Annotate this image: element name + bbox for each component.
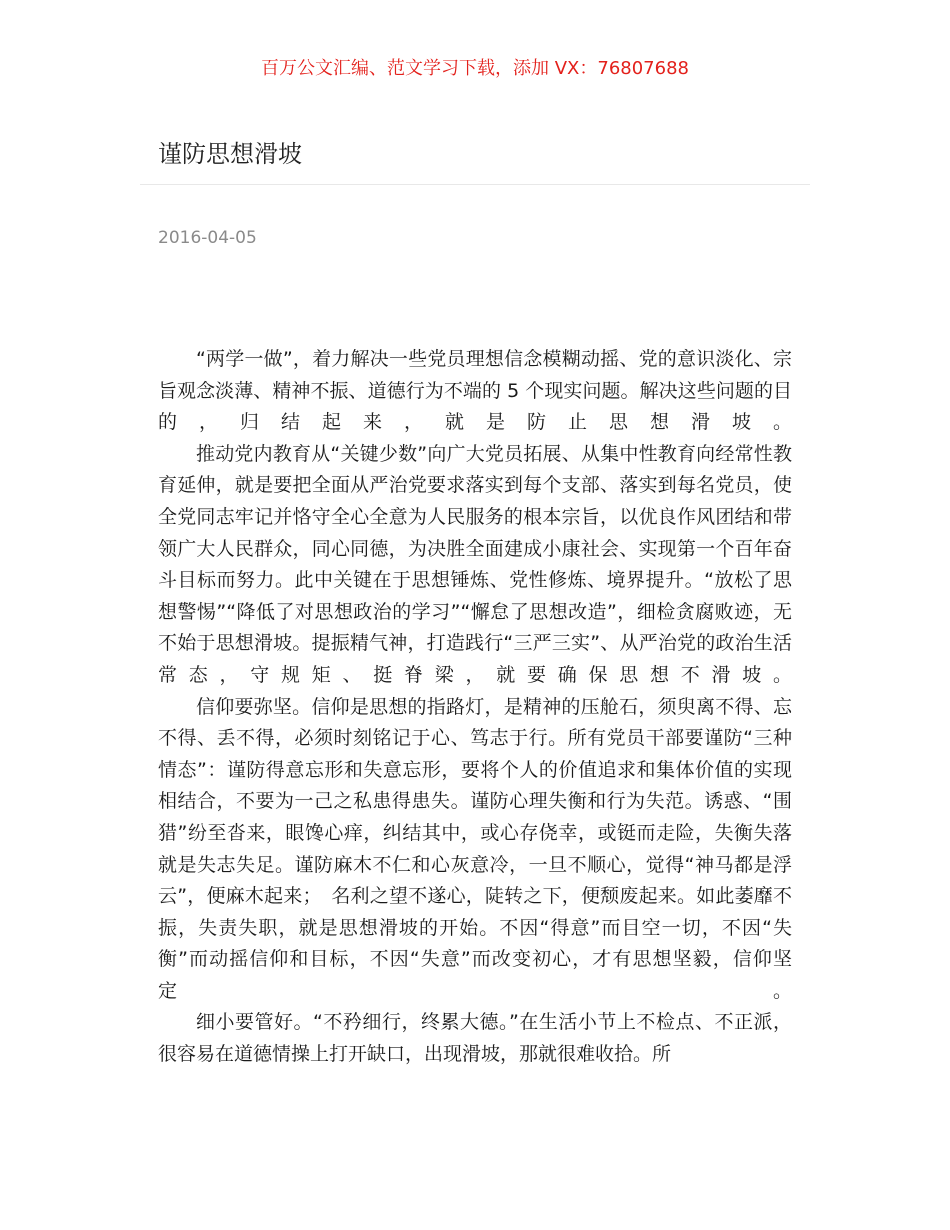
title-divider <box>140 184 810 185</box>
article-body <box>158 344 792 1071</box>
download-banner: 百万公文汇编、范文学习下载，添加 VX：76807688 <box>261 58 689 79</box>
article-title: 谨防思想滑坡 <box>158 140 302 168</box>
article-paragraph: 信仰要弥坚。信仰是思想的指路灯，是精神的压舱石，须臾离不得、忘不得、丢不得，必须时刻铭记于心、笃志于行。所有党员干部要谨防“三种情态”：谨防得意忘形和失意忘形，要将个人的价值追求和集体价值的实现相结合，不要为一己之私患得患失。谨防心理失衡和行为失范。诱惑、“围猎”纷至沓来，眼馋心痒，纠结其中，或心存侥幸，或铤而走险，失衡失落就是失志失足。谨防麻木不仁和心灰意冷，一旦不顺心，觉得“神马都是浮云”，便麻木起来； 名利之望不遂心，陡转之下，便颓废起来。如此萎靡不振，失责失职，就是思想滑坡的开始。不因“得意”而目空一切，不因“失衡”而动摇信仰和目标，不因“失意”而改变初心，才有思想坚毅，信仰坚定。 <box>158 695 792 1002</box>
article-paragraph: “两学一做”，着力解决一些党员理想信念模糊动摇、党的意识淡化、宗旨观念淡薄、精神不振、道德行为不端的 5 个现实问题。解决这些问题的目的，归结起来，就是防止思想滑坡。 <box>158 348 792 434</box>
publish-date: 2016-04-05 <box>158 228 257 248</box>
article-paragraph: 细小要管好。“不矜细行，终累大德。”在生活小节上不检点、不正派，很容易在道德情操上打开缺口，出现滑坡，那就很难收拾。所 <box>158 1011 792 1066</box>
article-paragraph: 推动党内教育从“关键少数”向广大党员拓展、从集中性教育向经常性教育延伸，就是要把全面从严治党要求落实到每个支部、落实到每名党员，使全党同志牢记并恪守全心全意为人民服务的根本宗旨，以优良作风团结和带领广大人民群众，同心同德，为决胜全面建成小康社会、实现第一个百年奋斗目标而努力。此中关键在于思想锤炼、党性修炼、境界提升。“放松了思想警惕”“降低了对思想政治的学习”“懈怠了思想改造”，细检贪腐败迹，无不始于思想滑坡。提振精气神，打造践行“三严三实”、从严治党的政治生活常态，守规矩、挺脊梁，就要确保思想不滑坡。 <box>158 442 792 686</box>
